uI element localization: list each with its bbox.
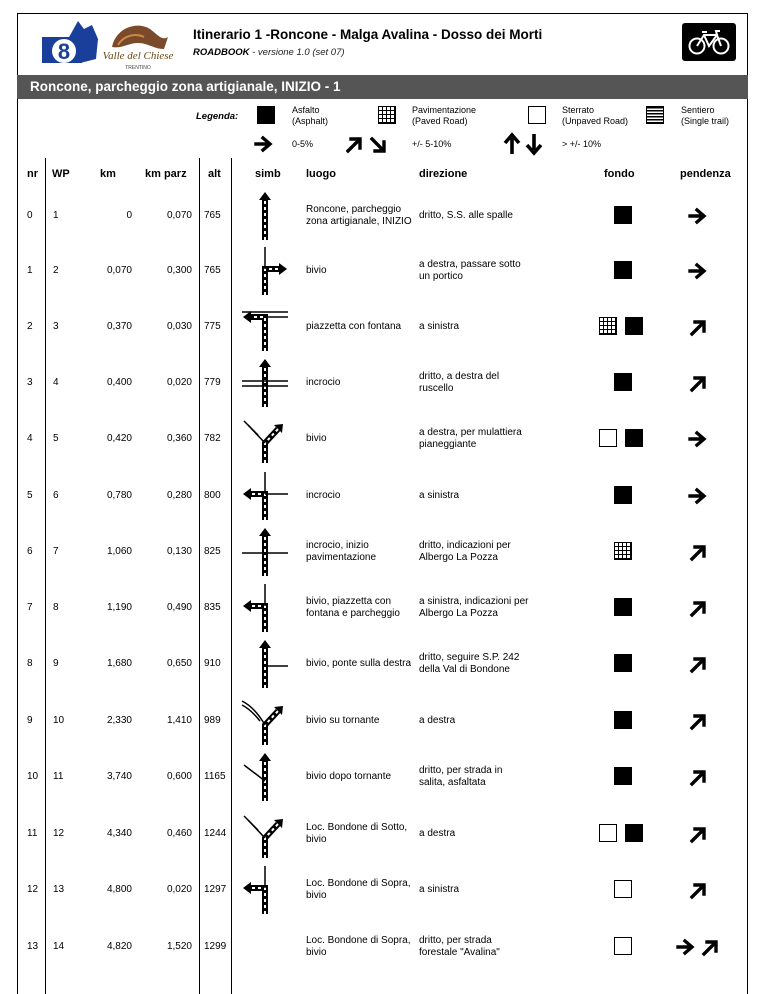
row-direzione-cell: a destra	[419, 828, 456, 839]
row-km-cell: 0,780	[106, 490, 132, 501]
row-km-cell: 1,190	[106, 602, 132, 613]
row-direzione-cell: Albergo La Pozza	[419, 552, 498, 563]
row-wp-cell: 12	[53, 828, 65, 839]
row-alt-cell: 765	[204, 265, 221, 276]
row-luogo-cell: incrocio, inizio	[306, 540, 369, 551]
row-wp-cell: 7	[53, 546, 59, 557]
row-wp-cell: 2	[53, 265, 59, 276]
row-km-cell: 0,400	[106, 377, 132, 388]
row-km-cell: 4,340	[106, 828, 132, 839]
legend-slope-steep: > +/- 10%	[562, 139, 602, 149]
row-alt-cell: 782	[204, 433, 221, 444]
asphalt-surface-icon	[614, 261, 632, 279]
row-direzione-cell: dritto, indicazioni per	[419, 540, 511, 551]
row-alt-cell: 825	[204, 546, 221, 557]
row-wp-cell: 14	[53, 941, 65, 952]
row-luogo-cell: incrocio	[306, 490, 341, 501]
row-luogo-cell: bivio, piazzetta con	[306, 596, 392, 607]
row-alt-cell: 910	[204, 658, 221, 669]
row-nr-cell: 0	[27, 210, 33, 221]
row-alt-cell: 765	[204, 210, 221, 221]
page-frame	[17, 13, 748, 994]
col-header-km: km	[100, 168, 116, 180]
svg-text:Valle del Chiese: Valle del Chiese	[102, 50, 174, 62]
unpaved-surface-icon	[599, 429, 617, 447]
row-nr-cell: 12	[27, 884, 39, 895]
row-km-parz-cell: 0,600	[166, 771, 192, 782]
row-wp-cell: 3	[53, 321, 59, 332]
row-direzione-cell: a destra, per mulattiera	[419, 427, 522, 438]
road-direction-icon	[240, 301, 290, 353]
row-nr-cell: 13	[27, 941, 39, 952]
row-km-cell: 0	[126, 210, 132, 221]
row-direzione-cell: dritto, seguire S.P. 242	[419, 652, 520, 663]
slope-arrow-icon	[688, 880, 744, 902]
row-direzione-cell: a sinistra	[419, 321, 460, 332]
row-km-cell: 2,330	[106, 715, 132, 726]
slope-arrow-icon	[688, 373, 744, 395]
row-alt-cell: 1299	[204, 941, 227, 952]
svg-text:8: 8	[57, 39, 71, 64]
col-header-luogo: luogo	[306, 168, 336, 180]
row-wp-cell: 5	[53, 433, 59, 444]
row-km-cell: 3,740	[106, 771, 132, 782]
row-direzione-cell: Albergo La Pozza	[419, 608, 498, 619]
row-alt-cell: 835	[204, 602, 221, 613]
flat-arrow-icon	[254, 134, 276, 154]
row-luogo-cell: Loc. Bondone di Sopra,	[306, 878, 411, 889]
row-luogo-cell: bivio, ponte sulla destra	[306, 658, 412, 669]
row-nr-cell: 8	[27, 658, 33, 669]
unpaved-surface-icon	[599, 824, 617, 842]
row-km-parz-cell: 0,360	[166, 433, 192, 444]
row-luogo-cell: Loc. Bondone di Sotto,	[306, 822, 408, 833]
row-direzione-cell: dritto, per strada in	[419, 765, 503, 776]
asphalt-surface-icon	[614, 486, 632, 504]
row-luogo-cell: Loc. Bondone di Sopra,	[306, 935, 411, 946]
row-luogo-cell: zona artigianale, INIZIO	[306, 216, 412, 227]
slope-arrow-icon	[688, 598, 744, 620]
row-wp-cell: 10	[53, 715, 65, 726]
roadbook-version: ROADBOOK - versione 1.0 (set 07)	[193, 47, 345, 58]
road-direction-icon	[240, 190, 290, 242]
row-direzione-cell: forestale "Avalina"	[419, 947, 500, 958]
row-direzione-cell: dritto, S.S. alle spalle	[419, 210, 513, 221]
row-direzione-cell: salita, asfaltata	[419, 777, 486, 788]
section-banner: Roncone, parcheggio zona artigianale, INIZIO - 1	[17, 75, 748, 99]
unpaved-surface-icon	[614, 937, 632, 955]
row-direzione-cell: pianeggiante	[419, 439, 477, 450]
row-km-cell: 1,680	[106, 658, 132, 669]
row-km-parz-cell: 0,020	[166, 377, 192, 388]
column-divider	[231, 158, 232, 994]
road-direction-icon	[240, 526, 290, 578]
row-km-parz-cell: 0,490	[166, 602, 192, 613]
row-km-parz-cell: 0,280	[166, 490, 192, 501]
row-km-parz-cell: 0,070	[166, 210, 192, 221]
steep-slope-arrows-icon	[497, 132, 547, 158]
row-direzione-cell: a destra	[419, 715, 456, 726]
row-luogo-cell: bivio	[306, 265, 327, 276]
paved-legend-icon	[378, 106, 396, 124]
legend-slope-flat: 0-5%	[292, 139, 314, 149]
slope-arrow-icon	[688, 429, 744, 451]
row-direzione-cell: della Val di Bondone	[419, 664, 510, 675]
column-divider	[45, 158, 46, 994]
asphalt-legend-icon	[257, 106, 275, 124]
asphalt-surface-icon	[625, 429, 643, 447]
row-direzione-cell: a sinistra, indicazioni per	[419, 596, 529, 607]
row-direzione-cell: ruscello	[419, 383, 454, 394]
row-alt-cell: 1165	[204, 771, 226, 782]
row-luogo-cell: bivio su tornante	[306, 715, 380, 726]
legend-trail: Sentiero (Single trail)	[681, 105, 730, 126]
paved-surface-icon	[614, 542, 632, 560]
row-alt-cell: 1244	[204, 828, 227, 839]
row-luogo-cell: bivio dopo tornante	[306, 771, 392, 782]
page-title: Itinerario 1 -Roncone - Malga Avalina - Dosso dei Morti	[193, 27, 543, 42]
column-divider	[199, 158, 200, 994]
slope-arrow-icon	[688, 824, 744, 846]
asphalt-surface-icon	[614, 767, 632, 785]
row-alt-cell: 779	[204, 377, 221, 388]
row-alt-cell: 1297	[204, 884, 227, 895]
asphalt-surface-icon	[614, 373, 632, 391]
row-alt-cell: 800	[204, 490, 221, 501]
slope-arrow-icon	[688, 654, 744, 676]
row-alt-cell: 989	[204, 715, 221, 726]
row-luogo-cell: pavimentazione	[306, 552, 377, 563]
road-direction-icon	[240, 582, 290, 634]
col-header-fondo: fondo	[604, 168, 635, 180]
road-direction-icon	[240, 695, 290, 747]
road-direction-icon	[240, 864, 290, 916]
row-km-cell: 1,060	[106, 546, 132, 557]
row-nr-cell: 5	[27, 490, 33, 501]
row-nr-cell: 3	[27, 377, 33, 388]
col-header-alt: alt	[208, 168, 221, 180]
asphalt-surface-icon	[614, 598, 632, 616]
row-km-parz-cell: 0,460	[166, 828, 192, 839]
asphalt-surface-icon	[625, 317, 643, 335]
unpaved-surface-icon	[614, 880, 632, 898]
trail-legend-icon	[646, 106, 664, 124]
row-wp-cell: 6	[53, 490, 59, 501]
row-wp-cell: 13	[53, 884, 65, 895]
row-km-parz-cell: 1,410	[166, 715, 192, 726]
bicycle-icon	[682, 23, 736, 61]
slope-arrow-icon	[688, 206, 744, 228]
road-direction-icon	[240, 638, 290, 690]
row-wp-cell: 8	[53, 602, 59, 613]
legend-paved: Pavimentazione (Paved Road)	[412, 105, 477, 126]
row-luogo-cell: fontana e parcheggio	[306, 608, 400, 619]
col-header-wp: WP	[52, 168, 70, 180]
row-km-cell: 0,370	[106, 321, 132, 332]
row-luogo-cell: bivio	[306, 433, 327, 444]
paved-surface-icon	[599, 317, 617, 335]
row-nr-cell: 4	[27, 433, 33, 444]
road-direction-icon	[240, 470, 290, 522]
row-wp-cell: 1	[53, 210, 59, 221]
row-km-parz-cell: 0,300	[166, 265, 192, 276]
row-luogo-cell: piazzetta con fontana	[306, 321, 402, 332]
road-direction-icon	[240, 357, 290, 409]
row-km-cell: 0,420	[106, 433, 132, 444]
itinerary-8-logo	[40, 19, 100, 67]
slope-arrow-icon	[676, 937, 732, 959]
slope-arrow-icon	[688, 767, 744, 789]
row-direzione-cell: un portico	[419, 271, 463, 282]
row-direzione-cell: a sinistra	[419, 884, 460, 895]
row-nr-cell: 1	[27, 265, 33, 276]
row-luogo-cell: bivio	[306, 890, 327, 901]
asphalt-surface-icon	[614, 711, 632, 729]
row-direzione-cell: a sinistra	[419, 490, 460, 501]
col-header-nr: nr	[27, 168, 38, 180]
legend-slope-mid: +/- 5-10%	[412, 139, 452, 149]
unpaved-legend-icon	[528, 106, 546, 124]
row-luogo-cell: bivio	[306, 834, 327, 845]
row-luogo-cell: bivio	[306, 947, 327, 958]
row-nr-cell: 2	[27, 321, 33, 332]
row-direzione-cell: dritto, a destra del	[419, 371, 500, 382]
asphalt-surface-icon	[625, 824, 643, 842]
row-wp-cell: 9	[53, 658, 59, 669]
legend-asphalt: Asfalto (Asphalt)	[292, 105, 329, 126]
slope-arrow-icon	[688, 261, 744, 283]
col-header-direzione: direzione	[419, 168, 468, 180]
row-nr-cell: 10	[27, 771, 39, 782]
row-alt-cell: 775	[204, 321, 221, 332]
col-header-simb: simb	[255, 168, 281, 180]
row-km-parz-cell: 0,130	[166, 546, 192, 557]
row-km-parz-cell: 1,520	[166, 941, 192, 952]
row-luogo-cell: incrocio	[306, 377, 341, 388]
row-km-parz-cell: 0,030	[166, 321, 192, 332]
row-direzione-cell: a destra, passare sotto	[419, 259, 521, 270]
row-nr-cell: 6	[27, 546, 33, 557]
slope-arrow-icon	[688, 542, 744, 564]
row-wp-cell: 11	[53, 771, 64, 782]
asphalt-surface-icon	[614, 206, 632, 224]
legend-unpaved: Sterrato (Unpaved Road)	[562, 105, 629, 126]
row-luogo-cell: Roncone, parcheggio	[306, 204, 402, 215]
row-nr-cell: 11	[27, 828, 38, 839]
svg-text:TRENTINO: TRENTINO	[125, 65, 151, 71]
col-header-km-parz: km parz	[145, 168, 187, 180]
row-km-cell: 4,800	[106, 884, 132, 895]
row-km-cell: 4,820	[106, 941, 132, 952]
row-km-cell: 0,070	[106, 265, 132, 276]
col-header-pendenza: pendenza	[680, 168, 731, 180]
row-km-parz-cell: 0,650	[166, 658, 192, 669]
row-nr-cell: 9	[27, 715, 33, 726]
road-direction-icon	[240, 413, 290, 465]
valle-del-chiese-logo	[98, 19, 178, 71]
row-wp-cell: 4	[53, 377, 59, 388]
mid-slope-arrows-icon	[346, 134, 394, 156]
slope-arrow-icon	[688, 486, 744, 508]
row-nr-cell: 7	[27, 602, 33, 613]
road-direction-icon	[240, 751, 290, 803]
road-direction-icon	[240, 808, 290, 860]
row-direzione-cell: dritto, per strada	[419, 935, 492, 946]
row-km-parz-cell: 0,020	[166, 884, 192, 895]
legend-label: Legenda:	[196, 111, 239, 122]
asphalt-surface-icon	[614, 654, 632, 672]
slope-arrow-icon	[688, 317, 744, 339]
road-direction-icon	[240, 245, 290, 297]
slope-arrow-icon	[688, 711, 744, 733]
